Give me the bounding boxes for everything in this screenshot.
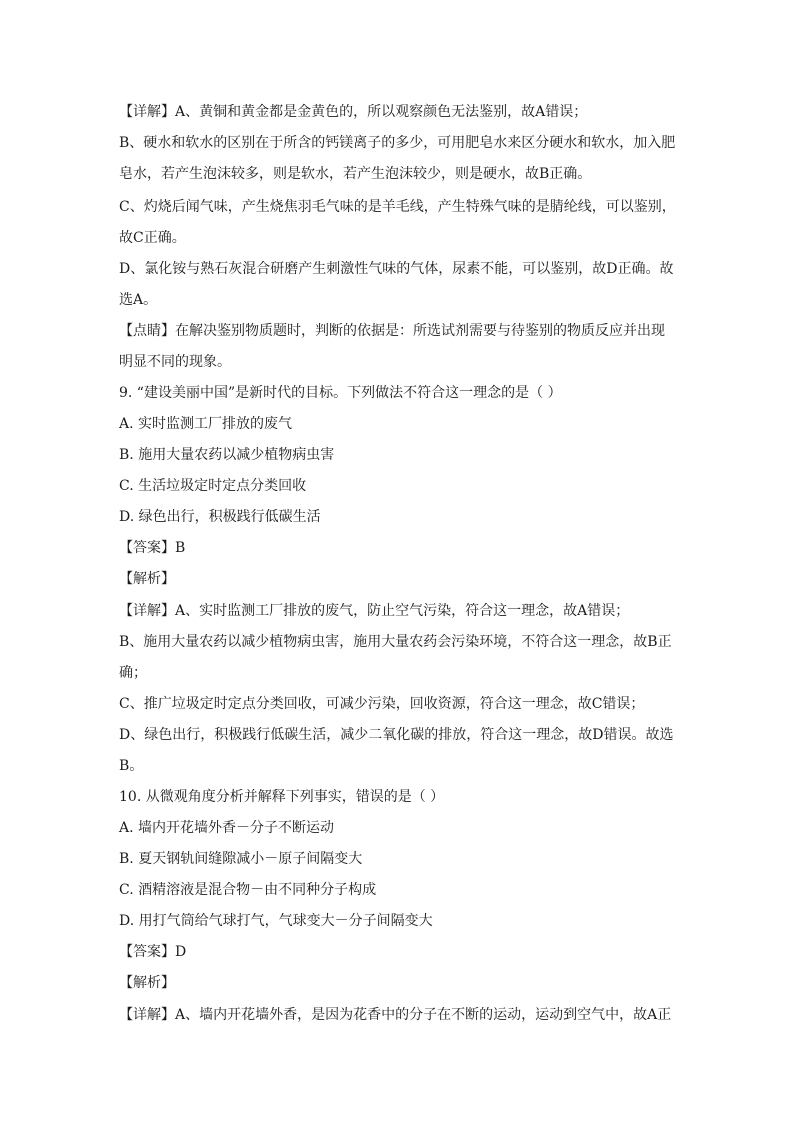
text-line: 选A。 bbox=[119, 292, 158, 308]
analysis-label: 【解析】 bbox=[119, 571, 175, 587]
text-line: 【详解】A、墙内开花墙外香，是因为花香中的分子在不断的运动，运动到空气中，故A正 bbox=[119, 1007, 672, 1023]
text-line: B、施用大量农药以减少植物病虫害，施用大量农药会污染环境，不符合这一理念，故B正 bbox=[119, 634, 672, 650]
text-line: D、绿色出行，积极践行低碳生活，减少二氧化碳的排放，符合这一理念，故D错误。故选 bbox=[119, 727, 674, 743]
option-d: D. 绿色出行，积极践行低碳生活 bbox=[119, 509, 321, 525]
text-line: D、氯化铵与熟石灰混合研磨产生刺激性气味的气体，尿素不能，可以鉴别，故D正确。故 bbox=[119, 261, 674, 277]
text-line: 确； bbox=[119, 665, 147, 681]
option-c: C. 生活垃圾定时定点分类回收 bbox=[119, 478, 307, 494]
option-a: A. 实时监测工厂排放的废气 bbox=[119, 416, 293, 432]
question-9-stem: 9. “建设美丽中国”是新时代的目标。下列做法不符合这一理念的是（ ） bbox=[119, 385, 562, 401]
question-10-stem: 10. 从微观角度分析并解释下列事实，错误的是（ ） bbox=[119, 789, 445, 805]
text-line: 故C正确。 bbox=[119, 230, 186, 246]
answer-label: 【答案】D bbox=[119, 944, 187, 960]
text-line: B。 bbox=[119, 758, 144, 774]
text-line: B、硬水和软水的区别在于所含的钙镁离子的多少，可用肥皂水来区分硬水和软水，加入肥 bbox=[119, 135, 676, 151]
option-a: A. 墙内开花墙外香－分子不断运动 bbox=[119, 820, 335, 836]
text-line: 【详解】A、实时监测工厂排放的废气，防止空气污染，符合这一理念，故A错误； bbox=[119, 603, 630, 619]
text-line: 明显不同的现象。 bbox=[119, 354, 231, 370]
text-line: 【详解】A、黄铜和黄金都是金黄色的，所以观察颜色无法鉴别，故A错误； bbox=[119, 104, 588, 120]
option-b: B. 夏天钢轨间缝隙减小－原子间隔变大 bbox=[119, 851, 363, 867]
text-line: C、推广垃圾定时定点分类回收，可减少污染，回收资源，符合这一理念，故C错误； bbox=[119, 696, 645, 712]
option-b: B. 施用大量农药以减少植物病虫害 bbox=[119, 447, 335, 463]
text-line: C、灼烧后闻气味，产生烧焦羽毛气味的是羊毛线，产生特殊气味的是腈纶线，可以鉴别， bbox=[119, 199, 676, 215]
text-line: 皂水，若产生泡沫较多，则是软水，若产生泡沫较少，则是硬水，故B正确。 bbox=[119, 166, 592, 182]
answer-label: 【答案】B bbox=[119, 540, 186, 556]
option-d: D. 用打气筒给气球打气，气球变大－分子间隔变大 bbox=[119, 913, 433, 929]
option-c: C. 酒精溶液是混合物－由不同种分子构成 bbox=[119, 882, 377, 898]
text-line: 【点睛】在解决鉴别物质题时，判断的依据是：所选试剂需要与待鉴别的物质反应并出现 bbox=[119, 323, 665, 339]
analysis-label: 【解析】 bbox=[119, 975, 175, 991]
